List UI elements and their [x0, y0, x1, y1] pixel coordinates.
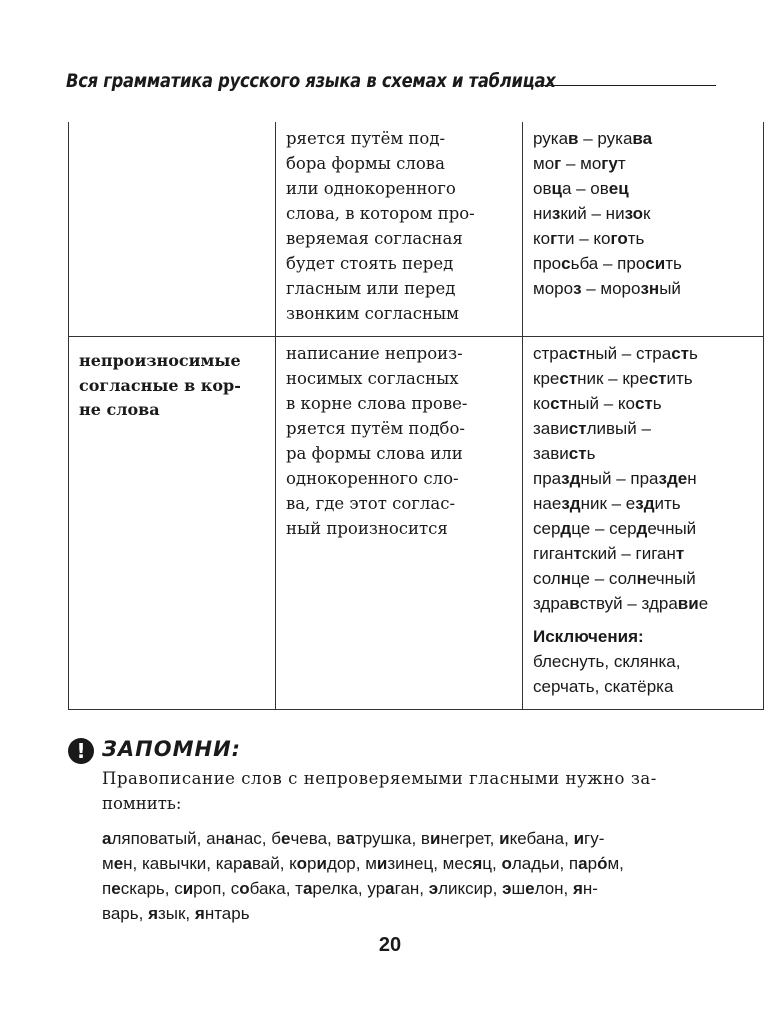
word-list-line: пескарь, сироп, собака, тарелка, ураган, эликсир, эшелон, ян-	[102, 879, 598, 898]
rule-text-line: звонким согласным	[286, 304, 459, 323]
example-line: зависть	[533, 444, 596, 463]
example-line: мороз – морозный	[533, 279, 681, 298]
example-line: мог – могут	[533, 154, 626, 173]
rule-text-line: будет стоять перед	[286, 254, 454, 273]
rule-text-line: бора формы слова	[286, 154, 445, 173]
term-text-line: согласные в кор-	[79, 375, 241, 395]
rule-text-line: однокоренного сло-	[286, 469, 459, 488]
exclamation-icon: !	[68, 738, 94, 764]
rule-text-line: веряемая согласная	[286, 229, 463, 248]
example-line: просьба – просить	[533, 254, 682, 273]
remember-title: ЗАПОМНИ:	[102, 737, 242, 761]
example-line: здравствуй – здравие	[533, 594, 709, 613]
example-line: овца – овец	[533, 179, 629, 198]
rule-text-line: ра формы слова или	[286, 444, 463, 463]
remember-note	[102, 766, 712, 816]
examples-cell	[523, 337, 764, 710]
example-line: низкий – низок	[533, 204, 651, 223]
example-line: солнце – солнечный	[533, 569, 696, 588]
rule-cell	[276, 122, 523, 337]
exception-line: блеснуть, склянка,	[533, 652, 681, 671]
example-line: крестник – крестить	[533, 369, 693, 388]
table-row	[69, 122, 764, 337]
rule-text-line: или однокоренного	[286, 179, 456, 198]
rule-cell	[276, 337, 523, 710]
running-header	[66, 62, 716, 92]
example-line: наездник – ездить	[533, 494, 681, 513]
example-line: завистливый –	[533, 419, 651, 438]
term-text-line: непроизносимые	[79, 351, 241, 370]
page-number: 20	[378, 934, 402, 956]
rule-text-line: гласным или перед	[286, 279, 456, 298]
note-line: Правописание слов с непроверяемыми гласными нужно за-	[102, 769, 657, 788]
rule-text-line: слова, в котором про-	[286, 204, 475, 223]
header-title: Вся грамматика русского языка в схемах и таблицах	[66, 70, 556, 92]
rule-text-line: ный произносится	[286, 519, 448, 538]
example-line: когти – коготь	[533, 229, 645, 248]
word-list-line: аляповатый, ананас, бечева, ватрушка, винегрет, икебана, игу-	[102, 829, 605, 848]
rule-text-line: ва, где этот соглас-	[286, 494, 456, 513]
term-text-line: не слова	[79, 400, 160, 419]
rule-text-line: в корне слова прове-	[286, 394, 468, 413]
word-list-line: мен, кавычки, каравай, коридор, мизинец, месяц, оладьи, паро́м,	[102, 854, 624, 873]
example-line: рукав – рукава	[533, 129, 653, 148]
rule-text-line: ряется путём подбо-	[286, 419, 465, 438]
example-line: сердце – сердечный	[533, 519, 697, 538]
remember-block	[68, 737, 718, 769]
term-cell	[69, 122, 276, 337]
exceptions-title: Исключения:	[533, 627, 644, 646]
spelling-rules-table	[68, 122, 764, 710]
exception-line: серчать, скатёрка	[533, 677, 674, 696]
example-line: праздный – празден	[533, 469, 697, 488]
dictionary-words	[102, 826, 714, 926]
example-line: страстный – страсть	[533, 344, 698, 363]
examples-cell	[523, 122, 764, 337]
word-list-line: варь, язык, янтарь	[102, 904, 250, 923]
rule-text-line: написание непроиз-	[286, 344, 463, 363]
rule-text-line: носимых согласных	[286, 369, 459, 388]
example-line: костный – кость	[533, 394, 662, 413]
term-cell	[69, 337, 276, 710]
table-row	[69, 337, 764, 710]
example-line: гигантский – гигант	[533, 544, 685, 563]
header-rule	[540, 85, 716, 86]
rule-text-line: ряется путём под-	[286, 129, 446, 148]
note-line: помнить:	[102, 794, 182, 813]
